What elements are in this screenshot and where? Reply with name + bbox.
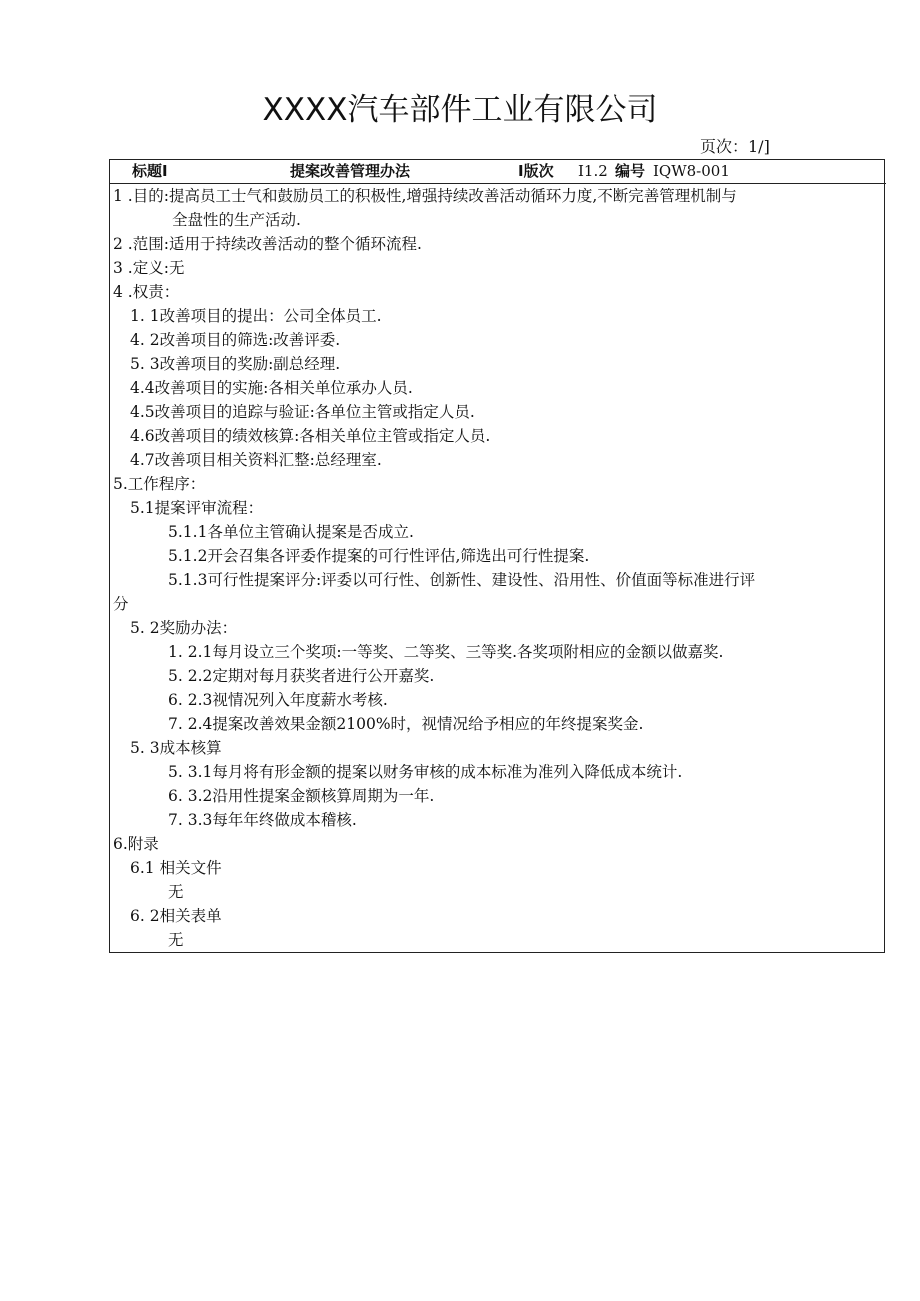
appendix-value: 无 (168, 931, 184, 949)
appendix-subsection: 6.1 相关文件 (130, 859, 222, 877)
company-title: XXXX汽车部件工业有限公司 (262, 92, 658, 128)
section-responsibility: 4 .权责： (113, 283, 180, 301)
section-purpose-continued: 全盘性的生产活动. (172, 211, 301, 229)
document-body (110, 184, 886, 952)
procedure-subsection: 5. 3成本核算 (130, 739, 222, 757)
procedure-item: 6. 2.3视情况列入年度薪水考核. (168, 691, 388, 709)
responsibility-item: 4.6改善项目的绩效核算:各相关单位主管或指定人员. (130, 427, 491, 445)
section-procedure: 5.工作程序： (113, 475, 206, 493)
document-header-row (110, 160, 886, 184)
procedure-item: 5. 2.2定期对每月获奖者进行公开嘉奖. (168, 667, 435, 685)
version-value: Ⅰ1.2 (578, 162, 608, 180)
document-table (109, 159, 885, 953)
procedure-item: 7. 2.4提案改善效果金额2100%时，视情况给予相应的年终提案奖金. (168, 715, 644, 733)
responsibility-item: 4.7改善项目相关资料汇整:总经理室. (130, 451, 382, 469)
procedure-item-continued: 分 (113, 595, 129, 613)
responsibility-item: 4.4改善项目的实施:各相关单位承办人员. (130, 379, 413, 397)
section-definition: 3 .定义:无 (113, 259, 185, 277)
page-number: 页次：1/] (700, 137, 770, 156)
document-number: IQW8-001 (653, 162, 730, 180)
section-scope: 2 .范围:适用于持续改善活动的整个循环流程. (113, 235, 422, 253)
procedure-item: 5.1.1各单位主管确认提案是否成立. (168, 523, 414, 541)
responsibility-item: 4. 2改善项目的筛选:改善评委. (130, 331, 341, 349)
procedure-subsection: 5. 2奖励办法： (130, 619, 238, 637)
procedure-subsection: 5.1提案评审流程： (130, 499, 264, 517)
procedure-item: 5.1.2开会召集各评委作提案的可行性评估,筛选出可行性提案. (168, 547, 590, 565)
document-title: 提案改善管理办法 (290, 162, 411, 180)
responsibility-item: 4.5改善项目的追踪与验证:各单位主管或指定人员. (130, 403, 475, 421)
procedure-item: 1. 2.1每月设立三个奖项:一等奖、二等奖、三等奖.各奖项附相应的金额以做嘉奖. (168, 643, 724, 661)
procedure-item: 6. 3.2沿用性提案金额核算周期为一年. (168, 787, 435, 805)
appendix-value: 无 (168, 883, 184, 901)
number-label: 编号 (615, 162, 646, 180)
appendix-subsection: 6. 2相关表单 (130, 907, 222, 925)
title-label: 标题Ⅰ (132, 162, 168, 180)
responsibility-item: 1. 1改善项目的提出：公司全体员工. (130, 307, 382, 325)
section-purpose: 1 .目的:提高员工士气和鼓励员工的积极性,增强持续改善活动循环力度,不断完善管理机制与 (113, 187, 737, 205)
responsibility-item: 5. 3改善项目的奖励:副总经理. (130, 355, 341, 373)
procedure-item: 5. 3.1每月将有形金额的提案以财务审核的成本标准为准列入降低成本统计. (168, 763, 683, 781)
section-appendix: 6.附录 (113, 835, 159, 853)
version-label: Ⅰ版次 (518, 162, 554, 180)
procedure-item: 5.1.3可行性提案评分:评委以可行性、创新性、建设性、沿用性、价值面等标准进行评 (168, 571, 756, 589)
procedure-item: 7. 3.3每年年终做成本稽核. (168, 811, 357, 829)
